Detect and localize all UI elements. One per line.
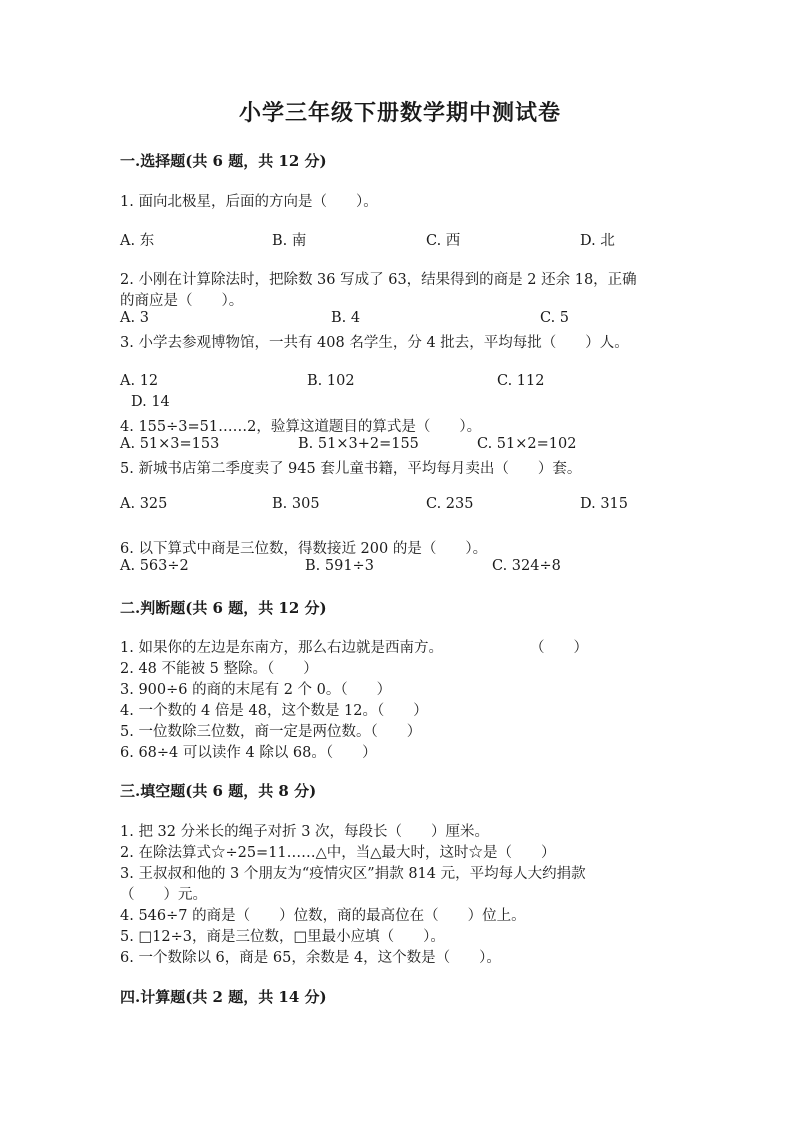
option-c: C. 51×2=102 (477, 436, 577, 452)
judge-2: 2. 48 不能被 5 整除。（ ） (120, 661, 318, 677)
fill-3-line2: （ ）元。 (120, 887, 207, 903)
question-1-3: 3. 小学去参观博物馆，一共有 408 名学生，分 4 批去，平均每批（ ）人。 (120, 335, 629, 351)
fill-6: 6. 一个数除以 6，商是 65，余数是 4，这个数是（ ）。 (120, 950, 501, 966)
option-b: B. 591÷3 (305, 558, 374, 574)
page-title: 小学三年级下册数学期中测试卷 (238, 100, 561, 126)
option-a: A. 325 (120, 496, 168, 512)
question-1-2-line1: 2. 小刚在计算除法时，把除数 36 写成了 63，结果得到的商是 2 还余 18，正确 (120, 272, 637, 288)
judge-4: 4. 一个数的 4 倍是 48，这个数是 12。（ ） (120, 703, 428, 719)
section-heading-choice: 一.选择题(共 6 题，共 12 分) (120, 152, 327, 170)
option-a: A. 东 (120, 233, 155, 249)
option-a: A. 51×3=153 (120, 436, 220, 452)
section-heading-judge: 二.判断题(共 6 题，共 12 分) (120, 599, 327, 617)
option-a: A. 3 (120, 310, 149, 326)
option-d: D. 315 (580, 496, 629, 512)
option-b: B. 51×3+2=155 (298, 436, 419, 452)
judge-5: 5. 一位数除三位数，商一定是两位数。（ ） (120, 724, 422, 740)
section-heading-fill: 三.填空题(共 6 题，共 8 分) (120, 782, 317, 800)
judge-3: 3. 900÷6 的商的末尾有 2 个 0。（ ） (120, 682, 392, 698)
judge-6: 6. 68÷4 可以读作 4 除以 68。（ ） (120, 745, 377, 761)
question-1-2-line2: 的商应是（ ）。 (120, 293, 244, 309)
option-c: C. 324÷8 (492, 558, 561, 574)
option-c: C. 235 (426, 496, 474, 512)
fill-5: 5. □12÷3，商是三位数，□里最小应填（ ）。 (120, 929, 445, 945)
section-heading-calc: 四.计算题(共 2 题，共 14 分) (120, 988, 327, 1006)
option-b: B. 南 (272, 233, 307, 249)
question-1-1: 1. 面向北极星，后面的方向是（ ）。 (120, 194, 378, 210)
question-1-5: 5. 新城书店第二季度卖了 945 套儿童书籍，平均每月卖出（ ）套。 (120, 461, 582, 477)
fill-4: 4. 546÷7 的商是（ ）位数，商的最高位在（ ）位上。 (120, 908, 526, 924)
judge-1: 1. 如果你的左边是东南方，那么右边就是西南方。 (120, 640, 443, 656)
option-a: A. 12 (120, 373, 159, 389)
option-d: D. 14 (131, 394, 170, 410)
fill-3-line1: 3. 王叔叔和他的 3 个朋友为“疫情灾区”捐款 814 元，平均每人大约捐款 (120, 866, 586, 882)
option-c: C. 5 (540, 310, 570, 326)
option-b: B. 102 (307, 373, 355, 389)
fill-2: 2. 在除法算式☆÷25=11……△中，当△最大时，这时☆是（ ） (120, 845, 556, 861)
question-1-4: 4. 155÷3=51……2，验算这道题目的算式是（ ）。 (120, 419, 482, 435)
fill-1: 1. 把 32 分米长的绳子对折 3 次，每段长（ ）厘米。 (120, 824, 490, 840)
option-d: D. 北 (580, 233, 615, 249)
option-b: B. 305 (272, 496, 320, 512)
question-1-6: 6. 以下算式中商是三位数，得数接近 200 的是（ ）。 (120, 541, 488, 557)
option-b: B. 4 (331, 310, 361, 326)
option-a: A. 563÷2 (120, 558, 189, 574)
answer-blank: （ ） (530, 640, 588, 656)
option-c: C. 112 (497, 373, 545, 389)
option-c: C. 西 (426, 233, 461, 249)
